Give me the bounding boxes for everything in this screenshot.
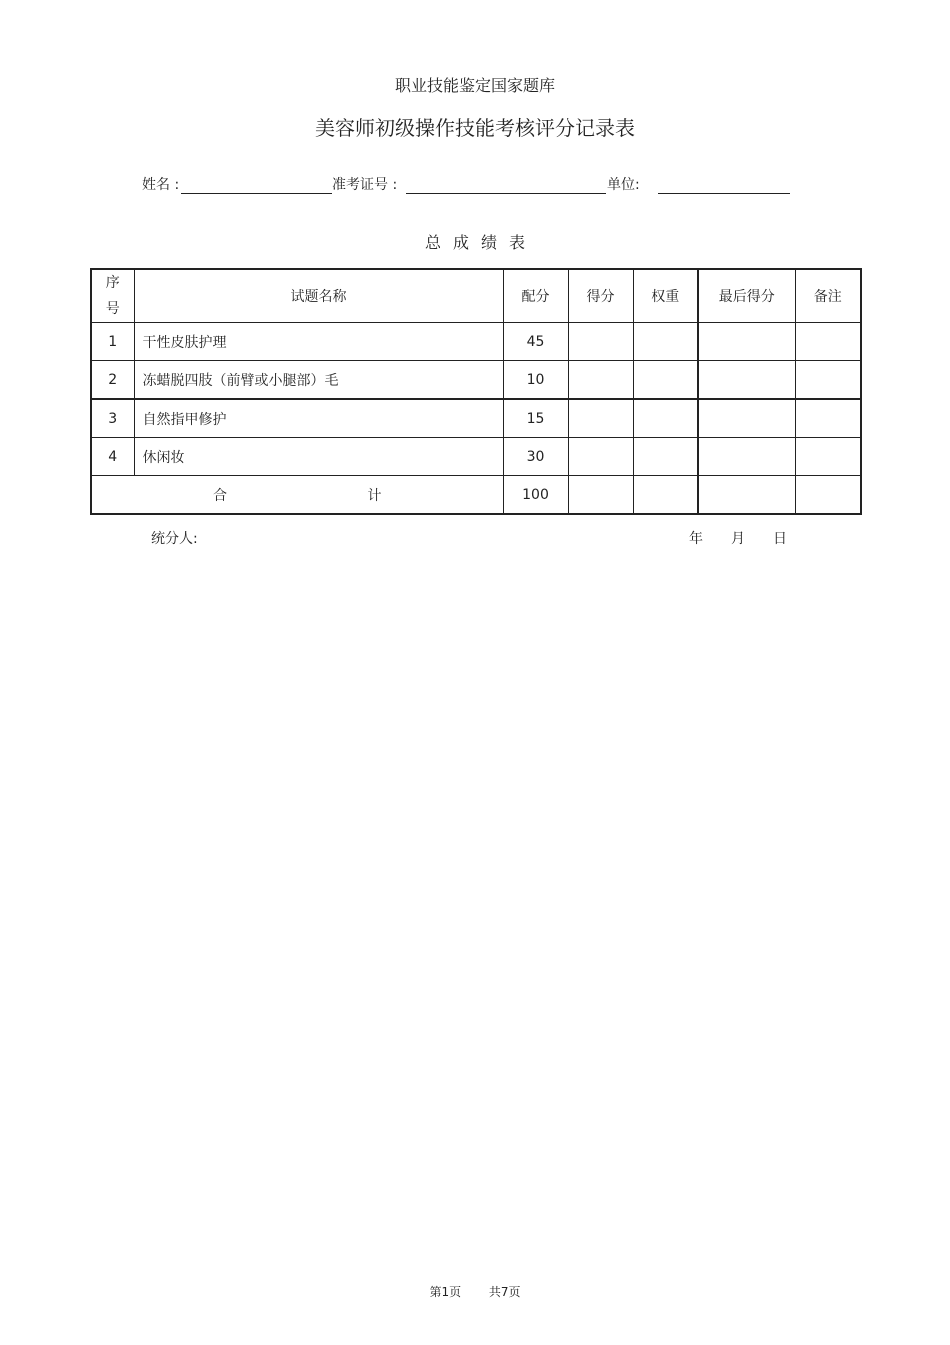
header-row bbox=[91, 269, 861, 323]
table-row bbox=[91, 361, 861, 400]
header-score: 得分 bbox=[568, 269, 633, 323]
page-footer bbox=[0, 1283, 950, 1300]
total-row bbox=[91, 476, 861, 515]
header-points: 配分 bbox=[503, 269, 568, 323]
row-score-cell[interactable] bbox=[568, 361, 633, 400]
total-weight-cell[interactable] bbox=[633, 476, 698, 515]
score-table bbox=[90, 268, 862, 515]
scorer-label: 统分人: bbox=[151, 531, 198, 547]
unit-label: 单位: bbox=[607, 177, 640, 193]
row-name: 自然指甲修护 bbox=[134, 399, 503, 438]
header-seq bbox=[91, 269, 134, 323]
row-weight-cell[interactable] bbox=[633, 399, 698, 438]
header-remark: 备注 bbox=[795, 269, 861, 323]
total-final-cell[interactable] bbox=[698, 476, 795, 515]
row-name: 休闲妆 bbox=[134, 438, 503, 476]
table-row bbox=[91, 399, 861, 438]
header-name: 试题名称 bbox=[134, 269, 503, 323]
total-score-cell[interactable] bbox=[568, 476, 633, 515]
unit-field[interactable] bbox=[658, 193, 790, 194]
row-seq: 1 bbox=[91, 323, 134, 361]
total-label bbox=[91, 476, 503, 515]
row-final-cell[interactable] bbox=[698, 361, 795, 400]
header-weight: 权重 bbox=[633, 269, 698, 323]
row-remark-cell[interactable] bbox=[795, 323, 861, 361]
row-points: 30 bbox=[503, 438, 568, 476]
row-remark-cell[interactable] bbox=[795, 361, 861, 400]
table-row bbox=[91, 438, 861, 476]
cert-label: 准考证号 : bbox=[332, 177, 398, 193]
date-year: 年 bbox=[689, 531, 703, 547]
row-weight-cell[interactable] bbox=[633, 361, 698, 400]
row-remark-cell[interactable] bbox=[795, 399, 861, 438]
row-score-cell[interactable] bbox=[568, 399, 633, 438]
header-seq-line2: 号 bbox=[105, 301, 120, 317]
row-seq: 4 bbox=[91, 438, 134, 476]
bank-title: 职业技能鉴定国家题库 bbox=[394, 76, 555, 95]
row-name: 干性皮肤护理 bbox=[134, 323, 503, 361]
page-total: 共7页 bbox=[488, 1285, 521, 1299]
row-final-cell[interactable] bbox=[698, 438, 795, 476]
row-points: 10 bbox=[503, 361, 568, 400]
row-seq: 3 bbox=[91, 399, 134, 438]
header-final: 最后得分 bbox=[698, 269, 795, 323]
row-score-cell[interactable] bbox=[568, 323, 633, 361]
form-title: 美容师初级操作技能考核评分记录表 bbox=[315, 116, 635, 140]
total-label-right: 计 bbox=[367, 487, 382, 504]
name-field[interactable] bbox=[181, 193, 332, 194]
row-weight-cell[interactable] bbox=[633, 438, 698, 476]
row-seq: 2 bbox=[91, 361, 134, 400]
summary-title: 总成绩表 bbox=[424, 233, 537, 252]
date-month: 月 bbox=[731, 531, 745, 547]
row-name: 冻蜡脱四肢（前臂或小腿部）毛 bbox=[134, 361, 503, 400]
page-current: 第1页 bbox=[429, 1285, 462, 1299]
row-score-cell[interactable] bbox=[568, 438, 633, 476]
cert-field[interactable] bbox=[406, 193, 606, 194]
table-row bbox=[91, 323, 861, 361]
row-points: 45 bbox=[503, 323, 568, 361]
total-points: 100 bbox=[503, 476, 568, 515]
row-weight-cell[interactable] bbox=[633, 323, 698, 361]
name-label: 姓名 : bbox=[142, 177, 180, 193]
total-label-left: 合 bbox=[213, 487, 228, 504]
row-points: 15 bbox=[503, 399, 568, 438]
total-remark-cell[interactable] bbox=[795, 476, 861, 515]
row-final-cell[interactable] bbox=[698, 323, 795, 361]
date-day: 日 bbox=[773, 531, 787, 547]
row-final-cell[interactable] bbox=[698, 399, 795, 438]
header-seq-line1: 序 bbox=[105, 275, 120, 291]
row-remark-cell[interactable] bbox=[795, 438, 861, 476]
